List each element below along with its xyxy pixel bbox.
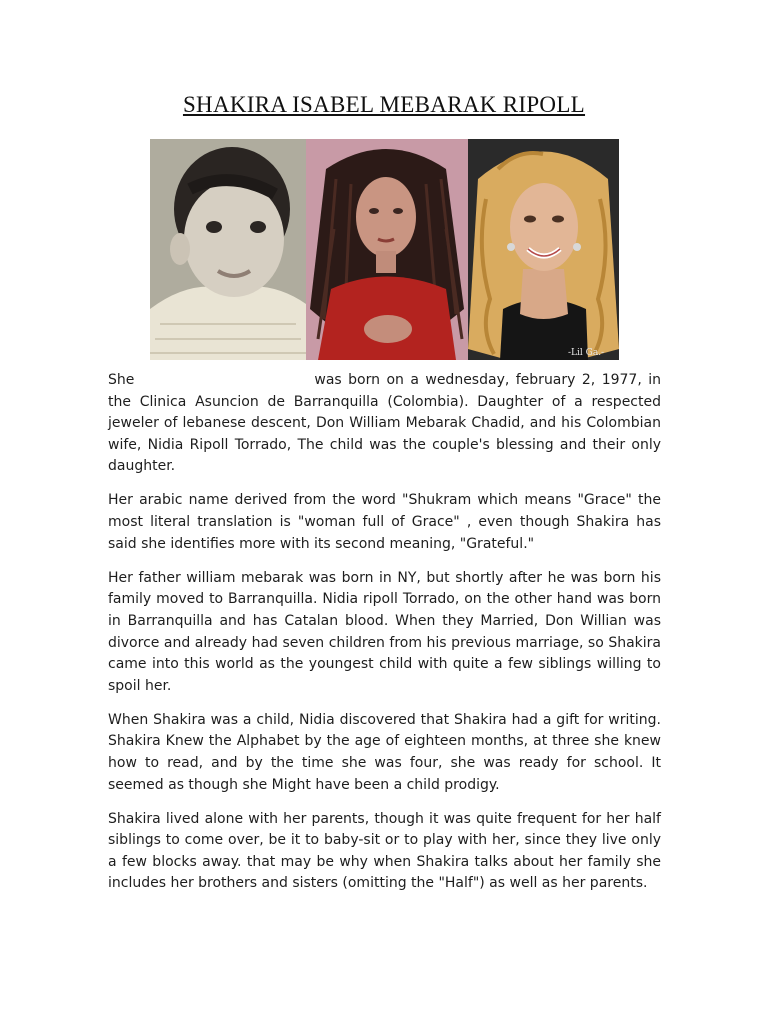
biography-text — [108, 370, 661, 908]
adult-blonde-photo — [468, 139, 619, 360]
paragraph-siblings: Shakira lived alone with her parents, though it was quite frequent for her half siblings to come over, be it to baby-sit or to play with her, since they live only a few blocks away. that may be why when Shakira talks about her family she includes her brothers and sisters (omitting the "Half") as well as her parents. — [108, 810, 661, 892]
paragraph-childhood: When Shakira was a child, Nidia discovered that Shakira had a gift for writing. Shakira Knew the Alphabet by the age of eighteen months, at three she knew how to read, and by the time she was four, she was ready for school. It seemed as though she Might have been a child prodigy. — [108, 711, 661, 793]
paragraph-birth — [108, 370, 661, 478]
paragraph-family: Her father william mebarak was born in NY, but shortly after he was born his family moved to Barranquilla. Nidia ripoll Torrado, on the other hand was born in Barranquilla and has Catalan blood. When they Married, Don Willian was divorce and already had seven children from his previous marriage, so Shakira came into this world as the youngest child with quite a few siblings willing to spoil her. — [108, 569, 661, 694]
paragraph-text: was born on a wednesday, february 2, 1977, in the Clinica Asuncion de Barranquilla (Colombia). Daughter of a respected jeweler of lebanese descent, Don William Mebarak Chadid, and his Colombian wife, Nidia Ripoll Torrado, The child was the couple's blessing and their only daughter. — [108, 372, 661, 475]
photo-watermark: -Lil Ga.- — [568, 348, 605, 358]
teen-braids-photo — [306, 139, 468, 360]
photo-strip — [150, 139, 619, 360]
document-title: SHAKIRA ISABEL MEBARAK RIPOLL — [182, 92, 586, 117]
baby-photo — [150, 139, 306, 360]
paragraph-name: Her arabic name derived from the word "Shukram which means "Grace" the most literal translation is "woman full of Grace" , even though Shakira has said she identifies more with its second meaning, "Grateful." — [108, 492, 661, 552]
paragraph-lead: She — [108, 372, 135, 388]
